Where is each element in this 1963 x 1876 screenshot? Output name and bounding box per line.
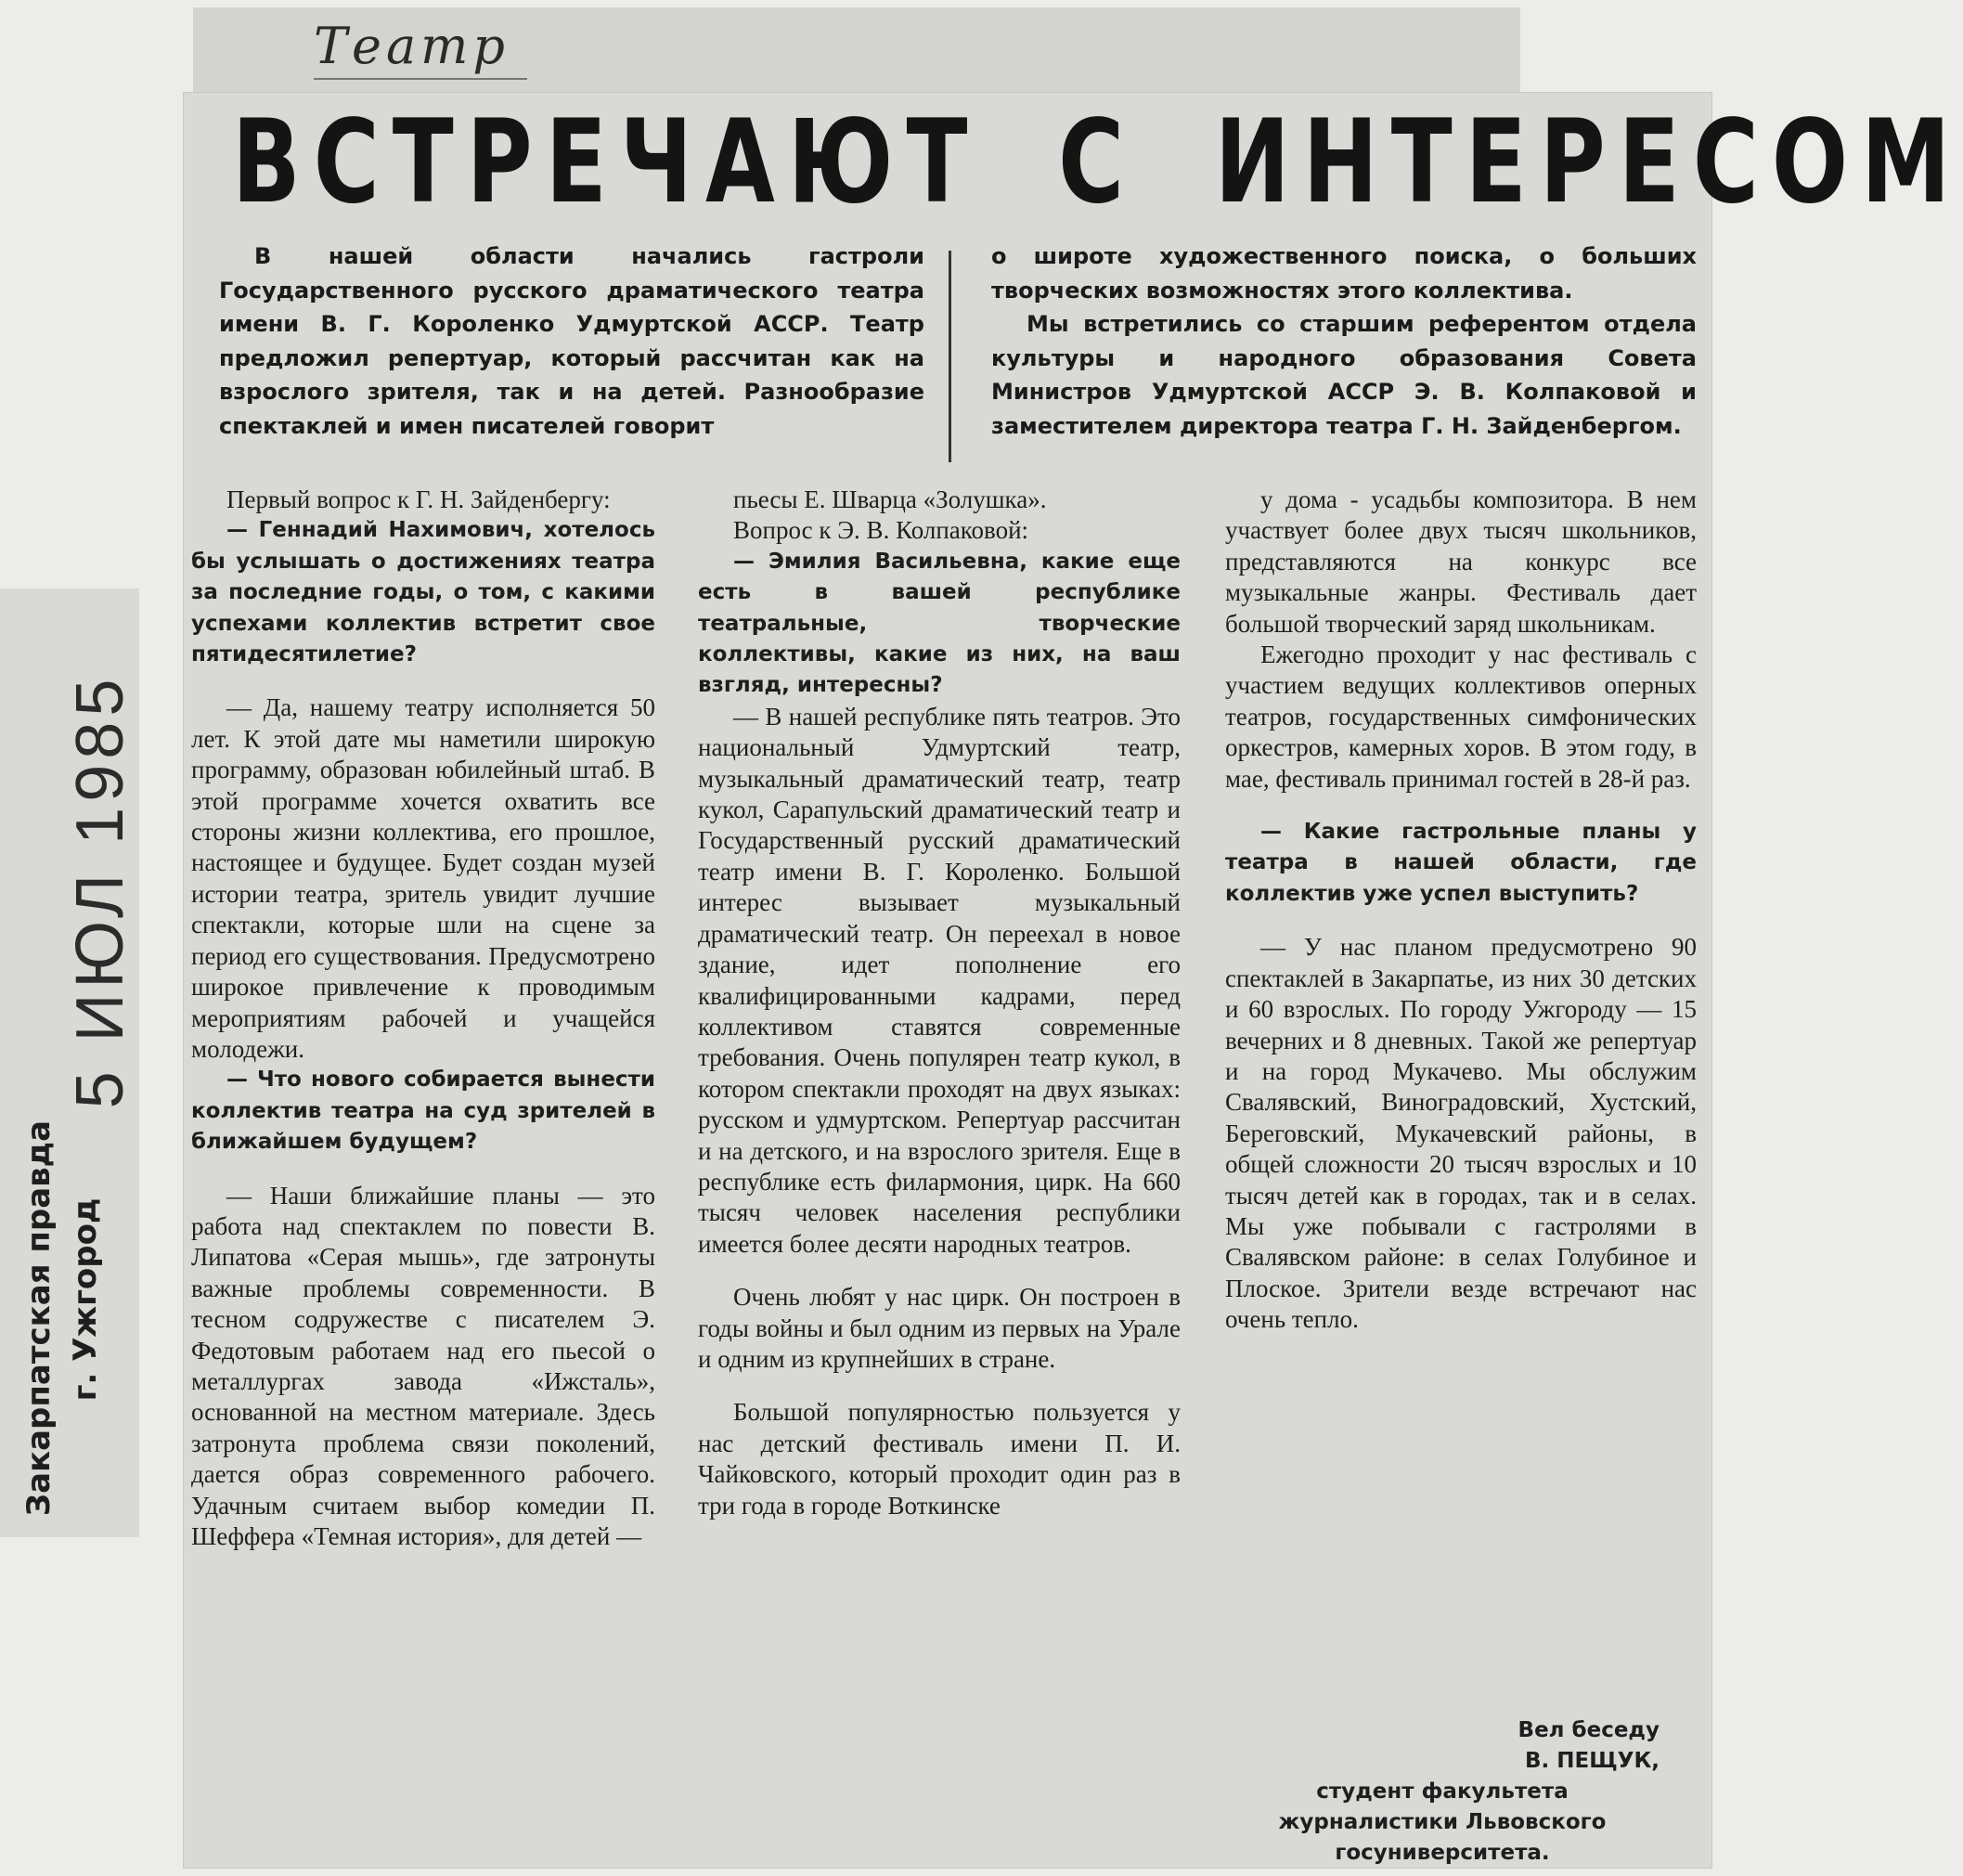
lead-paragraph-left: В нашей области начались гастроли Государственного русского драматического театра имени В. Г. Короленко Удмуртской АССР. Театр предложил репертуар, который рассчитан как на взрослого зрителя, так и на детей. Разнообразие спектаклей и имен писателей говорит xyxy=(219,243,924,439)
answer: — У нас планом предусмотрено 90 спектаклей в Закарпатье, из них 30 детских и 60 взрослых. По городу Ужгороду — 15 вечерних и 8 дневных. Такой же репертуар и на город Мукачево. Мы обслужим Свалявский, Виноградовский, Хустский, Береговский, Мукачевский районы, в общей сложности 20 тысяч взрослых и 10 тысяч детей как в городах, так и в селах. Мы уже побывали с гастролями в Свалявском районе: в селах Голубиное и Плоское. Зрители везде встречают нас очень тепло. xyxy=(1225,933,1697,1334)
article-column-2 xyxy=(698,485,1181,1521)
city-stamp: г. Ужгород xyxy=(67,1197,104,1402)
byline xyxy=(1225,1715,1660,1869)
question: — Какие гастрольные планы у театра в нашей области, где коллектив уже успел выступить? xyxy=(1225,820,1697,906)
paragraph: Вопрос к Э. В. Колпаковой: xyxy=(733,516,1029,545)
lead-right-text-1: о широте художественного поиска, о больших творческих возможностях этого коллектива. xyxy=(991,243,1697,304)
question: — Геннадий Нахимович, хотелось бы услышать о достижениях театра за последние годы, о том, с какими успехами коллектив встретит свое пятидесятилетие? xyxy=(191,518,655,667)
column-divider xyxy=(949,251,951,462)
answer: — Наши ближайшие планы — это работа над спектаклем по повести В. Липатова «Серая мышь», где затронуты важные проблемы современности. В тесном содружестве с писателем Э. Федотовым работаем над его пьесой о металлургах завода «Ижсталь», основанной на местном материале. Здесь затронута проблема связи поколений, дается образ современного рабочего. Удачным считаем выбор комедии П. Шеффера «Темная история», для детей — xyxy=(191,1181,655,1550)
byline-affiliation: студент факультета журналистики Львовского госуниверситета. xyxy=(1278,1779,1607,1865)
byline-intro: Вел беседу xyxy=(1517,1718,1660,1742)
article-column-3 xyxy=(1225,485,1697,1336)
byline-author: В. ПЕЩУК, xyxy=(1525,1749,1660,1773)
question: — Что нового собирается вынести коллектив театра на суд зрителей в ближайшем будущем? xyxy=(191,1067,655,1155)
article-column-1 xyxy=(191,485,655,1552)
answer: — Да, нашему театру исполняется 50 лет. К этой дате мы наметили широкую программу, образован юбилейный штаб. В этой программе хочется охватить все стороны жизни коллектива, его прошлое, настоящее и будущее. Будет создан музей истории театра, зритель увидит лучшие спектакли, которые шли на сцене за период его существования. Предусмотрено широкое привлечение к проводимым мероприятиям рабочей и учащейся молодежи. xyxy=(191,693,655,1063)
answer: — В нашей республике пять театров. Это национальный Удмуртский театр, музыкальный драматический театр, театр кукол, Сарапульский драматический театр и Государственный русский драматический театр имени В. Г. Короленко. Большой интерес вызывает музыкальный драматический театр. Он переехал в новое здание, идет пополнение его квалифицированными кадрами, перед коллективом ставятся современные требования. Очень популярен театр кукол, в котором спектакли проходят на двух языках: русском и удмуртском. Репертуар рассчитан и на детского, и на взрослого зрителя. Еще в республике есть филармония, цирк. На 660 тысяч человек населения республики имеется более десяти народных театров. xyxy=(698,702,1181,1258)
paragraph: Ежегодно проходит у нас фестиваль с участием ведущих коллективов оперных театров, государственных симфонических оркестров, камерных хоров. В этом году, в мае, фестиваль принимал гостей в 28-й раз. xyxy=(1225,640,1697,793)
question: — Эмилия Васильевна, какие еще есть в вашей республике театральные, творческие коллективы, какие из них, на ваш взгляд, интересны? xyxy=(698,549,1181,698)
paragraph: Первый вопрос к Г. Н. Зайденбергу: xyxy=(226,485,611,513)
paragraph: Большой популярностью пользуется у нас детский фестиваль имени П. И. Чайковского, который проходит один раз в три года в городе Воткинске xyxy=(698,1398,1181,1520)
date-stamp: 5 ИЮЛ 1985 xyxy=(63,673,137,1109)
lead-right-text-2: Мы встретились со старшим референтом отдела культуры и народного образования Совета Министров Удмуртской АССР Э. В. Колпаковой и заместителем директора театра Г. Н. Зайденбергом. xyxy=(991,311,1697,439)
rubric-label: Театр xyxy=(314,17,510,75)
paragraph: пьесы Е. Шварца «Золушка». xyxy=(733,485,1047,513)
paragraph: у дома - усадьбы композитора. В нем участвует более двух тысяч школьников, представляются на конкурс все музыкальные жанры. Фестиваль дает большой творческий заряд школьникам. xyxy=(1225,485,1697,638)
lead-paragraph-right xyxy=(991,239,1697,443)
rubric-underline xyxy=(314,78,527,80)
paragraph: Очень любят у нас цирк. Он построен в годы войны и был одним из первых на Урале и одним из крупнейших в стране. xyxy=(698,1283,1181,1373)
article-headline: ВСТРЕЧАЮТ С ИНТЕРЕСОМ xyxy=(232,96,1963,229)
newspaper-name-stamp: Закарпатская правда xyxy=(20,1119,58,1517)
